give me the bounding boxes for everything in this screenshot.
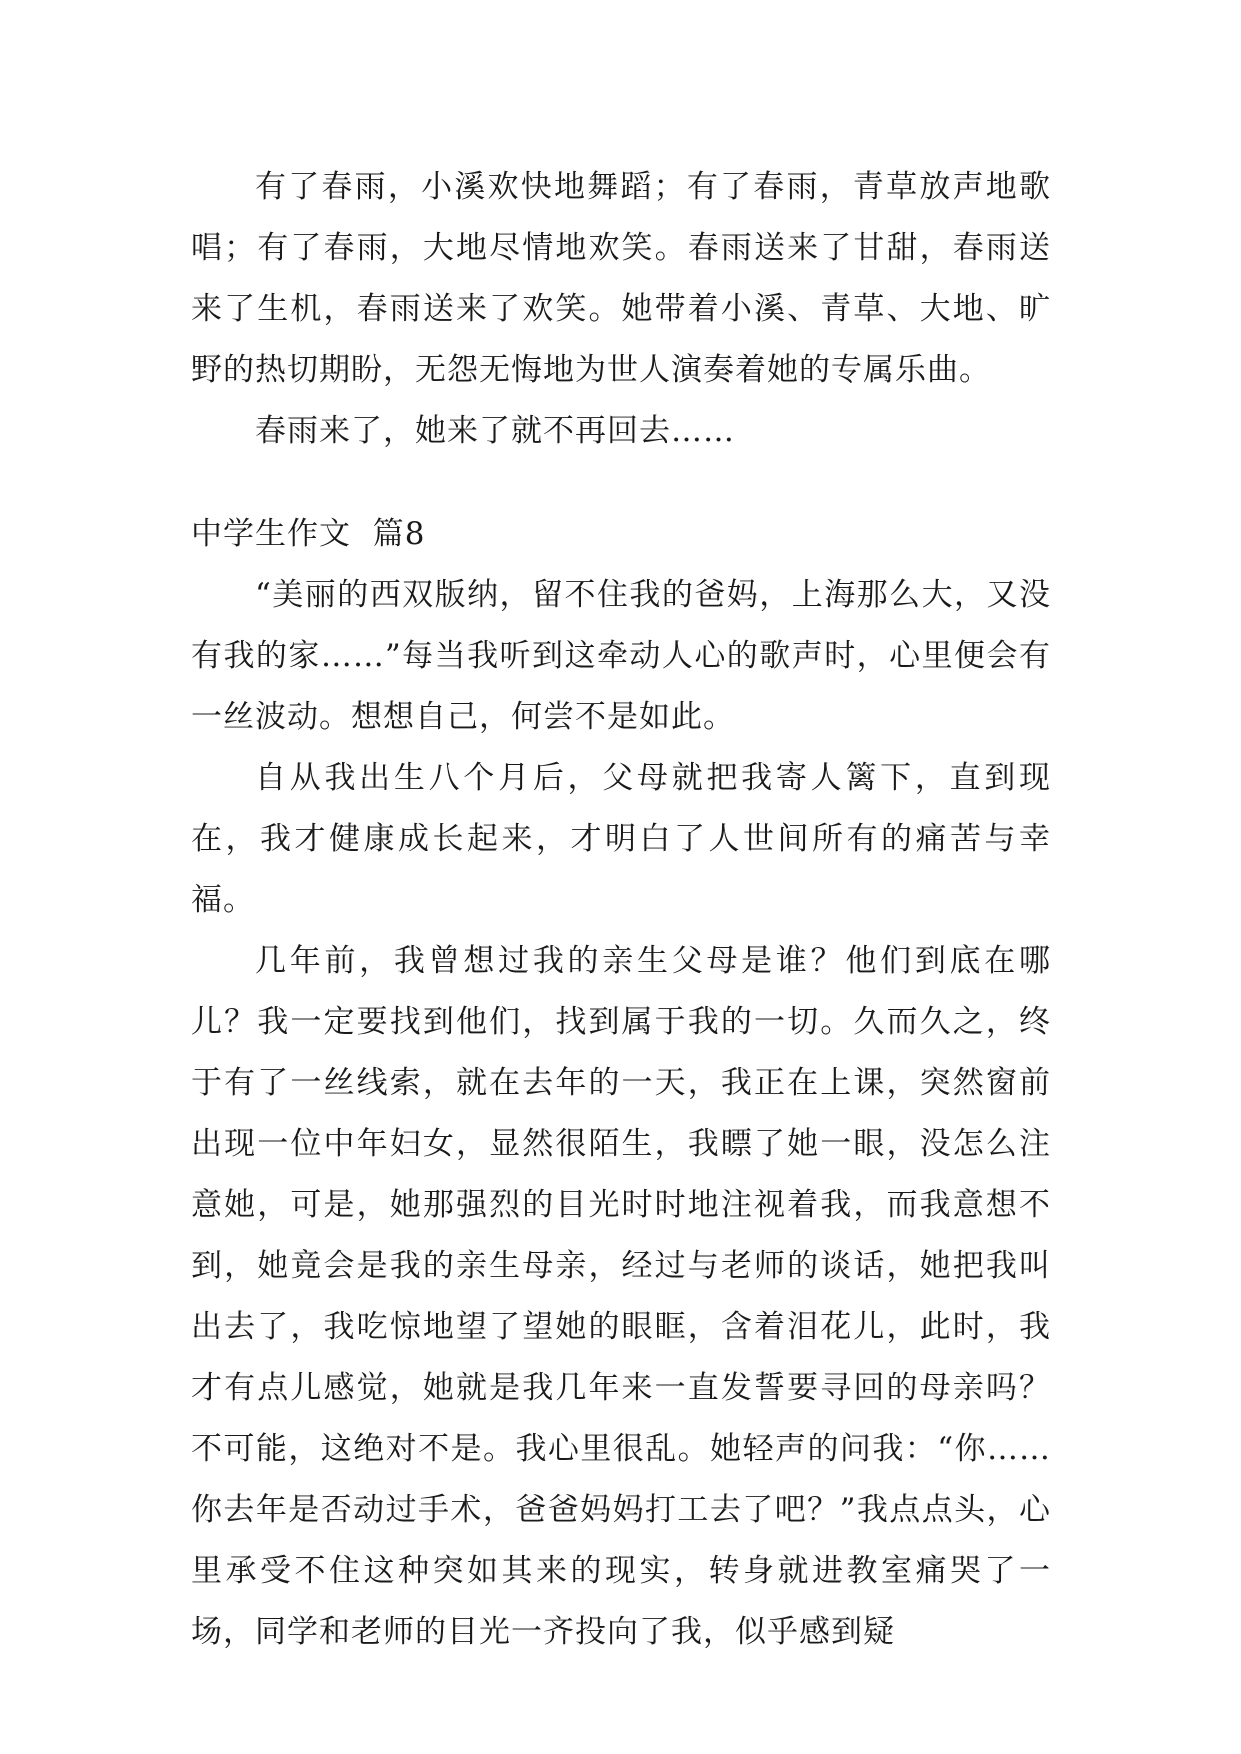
paragraph: 自从我出生八个月后，父母就把我寄人篱下，直到现在，我才健康成长起来，才明白了人世间所有的痛苦与幸福。 [191,760,1051,918]
essay-body [191,565,1051,1663]
section-title: 中学生作文 篇8 [191,516,426,552]
previous-essay-ending [191,157,1051,462]
paragraph: 有了春雨，小溪欢快地舞蹈；有了春雨，青草放声地歌唱；有了春雨，大地尽情地欢笑。春雨送来了甘甜，春雨送来了生机，春雨送来了欢笑。她带着小溪、青草、大地、旷野的热切期盼，无怨无悔地为世人演奏着她的专属乐曲。 [191,169,1051,388]
paragraph: 几年前，我曾想过我的亲生父母是谁？他们到底在哪儿？我一定要找到他们，找到属于我的一切。久而久之，终于有了一丝线索，就在去年的一天，我正在上课，突然窗前出现一位中年妇女，显然很陌生，我瞟了她一眼，没怎么注意她，可是，她那强烈的目光时时地注视着我，而我意想不到，她竟会是我的亲生母亲，经过与老师的谈话，她把我叫出去了，我吃惊地望了望她的眼眶，含着泪花儿，此时，我才有点儿感觉，她就是我几年来一直发誓要寻回的母亲吗？不可能，这绝对不是。我心里很乱。她轻声的问我：“你……你去年是否动过手术，爸爸妈妈打工去了吧？”我点点头，心里承受不住这种突如其来的现实，转身就进教室痛哭了一场，同学和老师的目光一齐投向了我，似乎感到疑 [191,943,1051,1650]
paragraph: 春雨来了，她来了就不再回去…… [255,413,735,449]
paragraph: “美丽的西双版纳，留不住我的爸妈，上海那么大，又没有我的家……”每当我听到这牵动人心的歌声时，心里便会有一丝波动。想想自己，何尝不是如此。 [191,577,1051,735]
